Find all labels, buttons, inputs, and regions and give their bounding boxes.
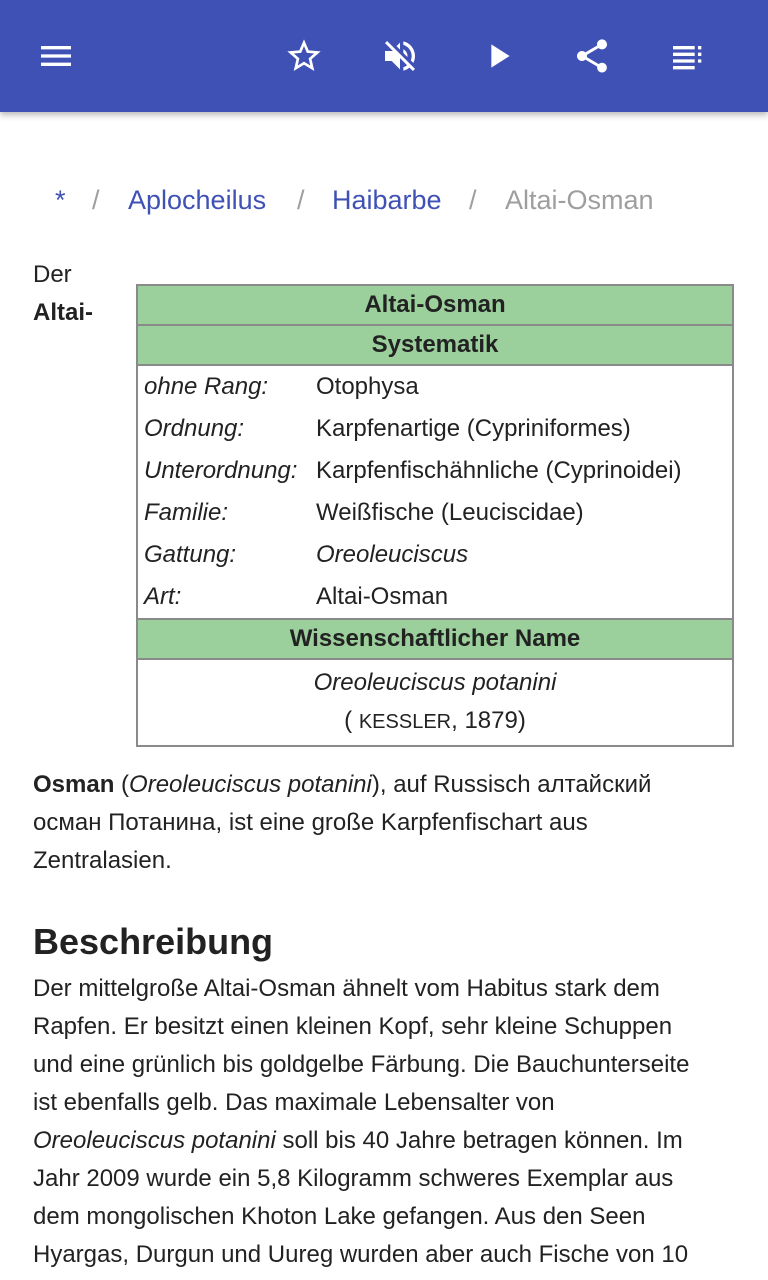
intro-paragraph [33, 766, 739, 880]
menu-button[interactable] [28, 28, 84, 84]
taxobox-value[interactable]: Karpfenfischähnliche (Cyprinoidei) [316, 457, 682, 484]
breadcrumb-item-root[interactable]: * [55, 185, 66, 215]
taxobox-label: Unterordnung: [144, 457, 298, 484]
section-paragraph [33, 970, 739, 1274]
breadcrumb-current: Altai-Osman [505, 185, 654, 215]
play-button[interactable] [470, 28, 526, 84]
menu-icon [36, 36, 76, 76]
intro-scientific-name: Oreoleuciscus potanini [129, 771, 372, 798]
paragraph-line: Hyargas, Durgun und Uureg wurden aber auch Fische von 10 [33, 1241, 689, 1268]
taxobox-scientific-name [137, 659, 733, 746]
breadcrumb-item-haibarbe[interactable]: Haibarbe [332, 185, 442, 215]
mute-icon [380, 36, 420, 76]
taxobox-label: Ordnung: [144, 415, 245, 442]
playlist-icon [668, 36, 708, 76]
section-heading: Beschreibung [33, 921, 274, 962]
taxobox-sci-header: Wissenschaftlicher Name [137, 619, 733, 659]
taxobox-systematik-header: Systematik [137, 325, 733, 365]
intro-line: Zentralasien. [33, 847, 172, 874]
author-open: ( [344, 707, 359, 734]
paragraph-line: dem mongolischen Khoton Lake gefangen. Aus den Seen [33, 1203, 646, 1230]
scientific-name: Oreoleuciscus potanini [313, 669, 557, 696]
intro-bold-name: Osman [33, 771, 115, 798]
breadcrumb-item-aplocheilus[interactable]: Aplocheilus [128, 185, 267, 215]
paragraph-line: und eine grünlich bis goldgelbe Färbung. Die Bauchunterseite [33, 1051, 690, 1078]
taxobox-value[interactable]: Karpfenartige (Cypriniformes) [316, 415, 631, 442]
breadcrumb-separator: / [92, 185, 100, 215]
taxobox-value[interactable]: Otophysa [316, 373, 419, 400]
taxobox-row [137, 534, 733, 576]
intro-paren: ( [114, 771, 130, 798]
taxobox-label: ohne Rang: [144, 373, 269, 400]
mute-button[interactable] [372, 28, 428, 84]
taxobox-row [137, 492, 733, 534]
breadcrumb [0, 178, 768, 222]
contents-button[interactable] [660, 28, 716, 84]
taxobox-label: Art: [144, 583, 182, 610]
breadcrumb-separator: / [469, 185, 477, 215]
author-year: , 1879) [451, 707, 526, 734]
favorite-button[interactable] [276, 28, 332, 84]
app-bar [0, 0, 768, 112]
intro-text: Der [33, 261, 72, 288]
taxobox-row [137, 365, 733, 408]
intro-title-start: Altai- [33, 299, 93, 326]
taxobox-value[interactable]: Oreoleuciscus [316, 541, 469, 568]
taxobox-label: Gattung: [144, 541, 237, 568]
paragraph-line: soll bis 40 Jahre betragen können. Im [275, 1127, 683, 1154]
taxobox-value[interactable]: Weißfische (Leuciscidae) [316, 499, 584, 526]
author-name[interactable]: KESSLER [358, 711, 452, 733]
paragraph-line: ist ebenfalls gelb. Das maximale Lebensalter von [33, 1089, 555, 1116]
taxobox-value: Altai-Osman [316, 583, 449, 610]
share-button[interactable] [564, 28, 620, 84]
taxobox-label: Familie: [144, 499, 229, 526]
breadcrumb-separator: / [297, 185, 305, 215]
play-icon [478, 36, 518, 76]
taxobox-row [137, 450, 733, 492]
intro-line: осман Потанина, ist eine große Karpfenfischart aus [33, 809, 588, 836]
taxobox-title: Altai-Osman [137, 285, 733, 325]
paragraph-line: Rapfen. Er besitzt einen kleinen Kopf, sehr kleine Schuppen [33, 1013, 673, 1040]
taxobox-row [137, 576, 733, 619]
paragraph-line: Jahr 2009 wurde ein 5,8 Kilogramm schweres Exemplar aus [33, 1165, 674, 1192]
paragraph-line: Der mittelgroße Altai-Osman ähnelt vom Habitus stark dem [33, 975, 660, 1002]
intro-rest: ), auf Russisch алтайский [371, 771, 652, 798]
star-icon [284, 36, 324, 76]
taxobox-row [137, 408, 733, 450]
share-icon [572, 36, 612, 76]
paragraph-scientific-name: Oreoleuciscus potanini [33, 1127, 276, 1154]
taxobox [136, 284, 734, 747]
